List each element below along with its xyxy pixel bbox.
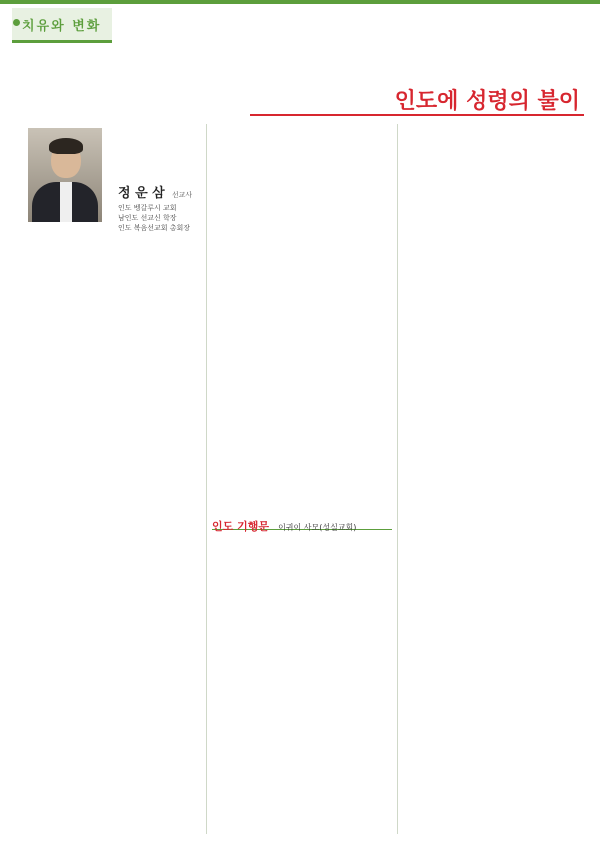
prayer-request-author: 이귀이 사모(성실교회) [278, 523, 357, 532]
prayer-request-heading [212, 515, 392, 533]
author-block [118, 182, 244, 233]
prayer-request-body [212, 533, 392, 537]
author-affiliation: 인도 벵갈루시 교회 [118, 204, 177, 212]
author-affiliation: 남인도 선교신 학장 [118, 214, 177, 222]
top-rule [0, 0, 600, 4]
author-photo [28, 128, 102, 222]
section-header [12, 8, 112, 43]
article-column-1 [20, 232, 202, 236]
article-title: 인도에 성령의 불이 [394, 89, 580, 114]
column-divider [397, 124, 398, 834]
column-divider [206, 124, 207, 834]
author-role: 선교사 [171, 191, 193, 199]
article-column-2 [212, 124, 392, 128]
article-column-3 [402, 124, 584, 128]
photo-shirt [60, 182, 72, 222]
title-rule [250, 114, 584, 116]
author-name: 정 운 삼 [118, 186, 165, 201]
author-affiliation: 인도 복음선교회 총회장 [118, 224, 191, 232]
prayer-request-label: 인도 기행문 [212, 520, 269, 533]
author-name-row [118, 182, 244, 201]
section-bullet-icon [13, 19, 20, 26]
section-label: 치유와 변화 [22, 19, 102, 34]
photo-hair [49, 138, 83, 154]
